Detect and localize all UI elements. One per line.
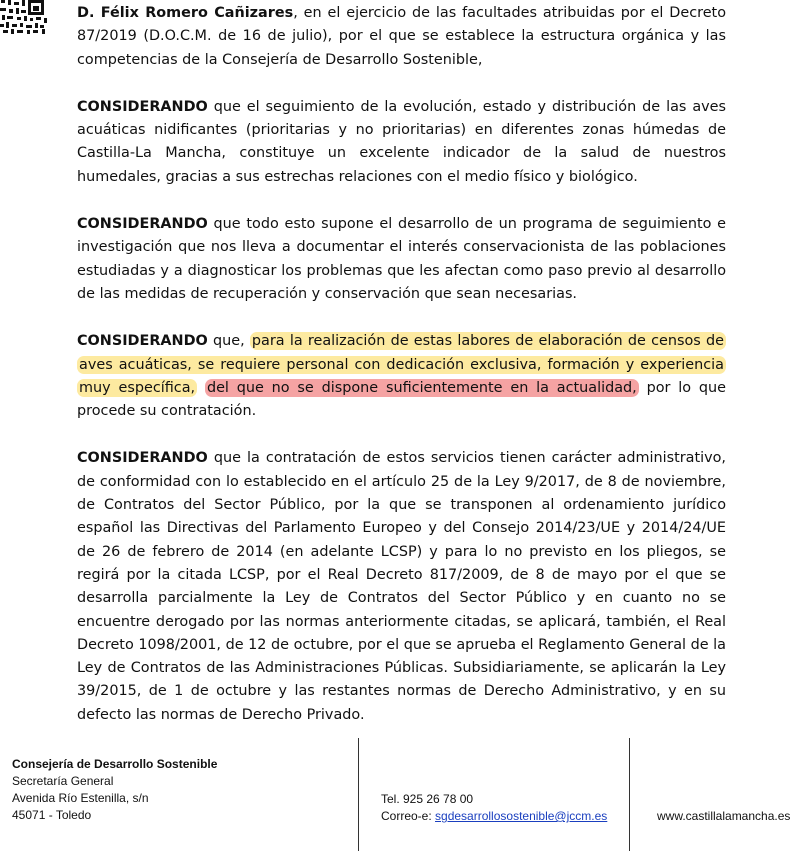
footer-city: 45071 - Toledo [12, 808, 92, 822]
footer-address-block [12, 756, 217, 824]
footer-website[interactable]: www.castillalamancha.es [657, 809, 791, 823]
footer-email-link[interactable]: sgdesarrollosostenible@jccm.es [435, 809, 608, 823]
paragraph-text: , en el ejercicio de las facultades atribuidas por el Decreto 87/2019 (D.O.C.M. de 16 de julio), por el que se establece la estructura orgánica y las competencias de la Consejería de Desarrollo Sostenible, [77, 5, 727, 68]
footer-phone: Tel. 925 26 78 00 [381, 792, 474, 806]
paragraph-considerando-1 [77, 96, 726, 189]
considerando-label: CONSIDERANDO [77, 450, 208, 467]
paragraph-authority [77, 2, 726, 72]
considerando-label: CONSIDERANDO [77, 333, 208, 350]
highlight-yellow: para la realización de estas labores de elaboración de censos de aves acuáticas, se requiere personal con dedicación exclusiva, formación y experiencia muy específica, [79, 333, 724, 396]
paragraph-considerando-2 [77, 213, 726, 306]
footer-org: Consejería de Desarrollo Sostenible [12, 757, 218, 771]
paragraph-text-lead: que, [207, 333, 250, 350]
footer-divider [629, 738, 630, 851]
considerando-label: CONSIDERANDO [77, 98, 208, 115]
paragraph-considerando-3 [77, 330, 726, 423]
paragraph-text: que la contratación de estos servicios tienen carácter administrativo, de conformidad con lo establecido en el artículo 25 de la Ley 9/2017, de 8 de noviembre, de Contratos del Sector Público, por la que se transponen al ordenamiento jurídico español las Directivas del Parlamento Europeo y del Consejo 2014/23/UE y 2014/24/UE de 26 de febrero de 2014 (en adelante LCSP) y para lo no previsto en los pliegos, se regirá por la citada LCSP, por el Real Decreto 817/2009, de 8 de mayo por el que se desarrolla parcialmente la Ley de Contratos del Sector Público y en cuanto no se encuentre derogado por las normas anteriormente citadas, se aplicará, también, el Real Decreto 1098/2001, de 12 de octubre, por el que se aprueba el Reglamento General de la Ley de Contratos de las Administraciones Públicas. Subsidiariamente, se aplicarán la Ley 39/2015, de 1 de octubre y las restantes normas de Derecho Administrativo, y en su defecto las normas de Derecho Privado. [77, 450, 726, 723]
paragraph-text: que todo esto supone el desarrollo de un programa de seguimiento e investigación que nos lleva a documentar el interés conservacionista de las poblaciones estudiadas y a diagnosticar los problemas que les afectan como paso previo al desarrollo de las medidas de recuperación y conservación que sean necesarias. [77, 216, 726, 302]
official-name: D. Félix Romero Cañizares [77, 5, 294, 21]
paragraph-considerando-4 [77, 447, 726, 727]
footer-divider [358, 738, 359, 851]
paragraph-text-tail: por lo que procede su contratación. [77, 379, 727, 420]
footer-dept: Secretaría General [12, 774, 114, 788]
page-footer [0, 736, 800, 853]
paragraph-text: que el seguimiento de la evolución, estado y distribución de las aves acuáticas nidificantes (prioritarias y no prioritarias) en diferentes zonas húmedas de Castilla-La Mancha, constituye un excelente indicador de la salud de nuestros humedales, gracias a sus estrechas relaciones con el medio físico y biológico. [77, 98, 726, 185]
highlight-red: del que no se dispone suficientemente en la actualidad, [206, 379, 637, 396]
footer-email-label: Correo-e: [381, 809, 436, 823]
considerando-label: CONSIDERANDO [77, 216, 208, 233]
paragraph-gap [197, 380, 205, 396]
footer-email-line [381, 808, 607, 825]
document-body [77, 2, 726, 751]
footer-contact-block [381, 791, 607, 825]
qr-code-icon [0, 0, 48, 34]
footer-address: Avenida Río Estenilla, s/n [12, 791, 149, 805]
